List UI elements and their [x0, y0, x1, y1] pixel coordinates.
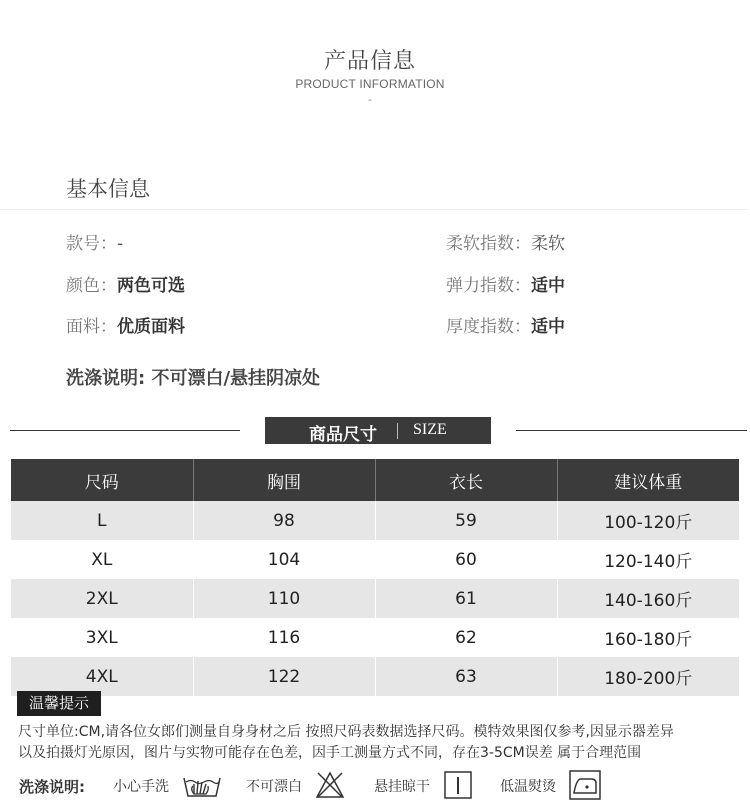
table-cell: L	[11, 501, 193, 540]
info-label: 面料：	[66, 317, 117, 337]
table-cell: 110	[193, 579, 375, 618]
low-iron-icon	[569, 770, 601, 800]
table-cell: 120-140斤	[557, 540, 739, 579]
table-cell: XL	[11, 540, 193, 579]
header-cell: 衣长	[375, 459, 557, 501]
table-cell: 180-200斤	[557, 657, 739, 696]
table-cell: 98	[193, 501, 375, 540]
table-cell: 122	[193, 657, 375, 696]
table-cell: 160-180斤	[557, 618, 739, 657]
size-banner-title: 商品尺寸	[309, 425, 377, 445]
banner-line-right	[516, 430, 747, 431]
tips-tag: 温馨提示	[17, 691, 101, 716]
care-label: 不可漂白	[246, 779, 302, 795]
info-softness	[446, 229, 565, 254]
table-header-row	[11, 459, 739, 501]
info-label: 颜色：	[66, 276, 117, 296]
size-table	[11, 459, 739, 696]
no-bleach-icon	[315, 770, 345, 800]
tips-text	[18, 722, 738, 764]
wash-instructions: 洗涤说明: 不可漂白/悬挂阴凉处	[66, 368, 321, 389]
hang-dry-icon	[443, 770, 473, 800]
table-cell: 3XL	[11, 618, 193, 657]
info-value: 优质面料	[117, 317, 185, 337]
care-label: 悬挂晾干	[374, 779, 430, 795]
info-value: 适中	[531, 317, 565, 337]
page-title: 产品信息	[323, 49, 416, 74]
table-row	[11, 657, 739, 696]
info-value: 柔软	[531, 234, 565, 254]
header-dash: -	[368, 93, 372, 106]
banner-separator	[397, 423, 398, 439]
banner-line-left	[10, 430, 240, 431]
info-value: 两色可选	[117, 276, 185, 296]
care-label: 低温熨烫	[500, 779, 556, 795]
table-cell: 4XL	[11, 657, 193, 696]
table-cell: 61	[375, 579, 557, 618]
table-cell: 140-160斤	[557, 579, 739, 618]
header-cell: 建议体重	[557, 459, 739, 501]
header-cell: 胸围	[193, 459, 375, 501]
size-banner	[265, 417, 491, 444]
table-cell: 116	[193, 618, 375, 657]
info-label: 弹力指数：	[446, 276, 531, 296]
care-title: 洗涤说明:	[19, 778, 85, 796]
basic-info-title: 基本信息	[66, 177, 150, 201]
table-row	[11, 540, 739, 579]
table-row	[11, 501, 739, 540]
hand-wash-icon	[182, 770, 222, 800]
info-label: 厚度指数：	[446, 317, 531, 337]
size-banner-en: SIZE	[413, 421, 447, 438]
info-value: 适中	[531, 276, 565, 296]
table-row	[11, 579, 739, 618]
table-cell: 62	[375, 618, 557, 657]
info-label: 款号：	[66, 234, 117, 254]
section-divider	[0, 209, 748, 210]
info-elasticity	[446, 271, 565, 296]
tips-line: 尺寸单位:CM,请各位女郎们测量自身身材之后 按照尺码表数据选择尺码。模特效果图仅参考,因显示器差异	[18, 724, 674, 740]
tips-line: 以及拍摄灯光原因，图片与实物可能存在色差，因手工测量方式不同，存在3-5CM误差 属于合理范围	[18, 745, 642, 761]
header-cell: 尺码	[11, 459, 193, 501]
page-subtitle: PRODUCT INFORMATION	[295, 77, 445, 91]
table-cell: 100-120斤	[557, 501, 739, 540]
info-thickness	[446, 312, 565, 337]
info-style-no	[66, 229, 123, 254]
table-row	[11, 618, 739, 657]
care-label: 小心手洗	[113, 779, 169, 795]
info-value: -	[117, 234, 124, 254]
table-cell: 60	[375, 540, 557, 579]
table-cell: 59	[375, 501, 557, 540]
table-cell: 104	[193, 540, 375, 579]
table-cell: 63	[375, 657, 557, 696]
info-color	[66, 271, 185, 296]
info-fabric	[66, 312, 185, 337]
table-cell: 2XL	[11, 579, 193, 618]
info-label: 柔软指数：	[446, 234, 531, 254]
